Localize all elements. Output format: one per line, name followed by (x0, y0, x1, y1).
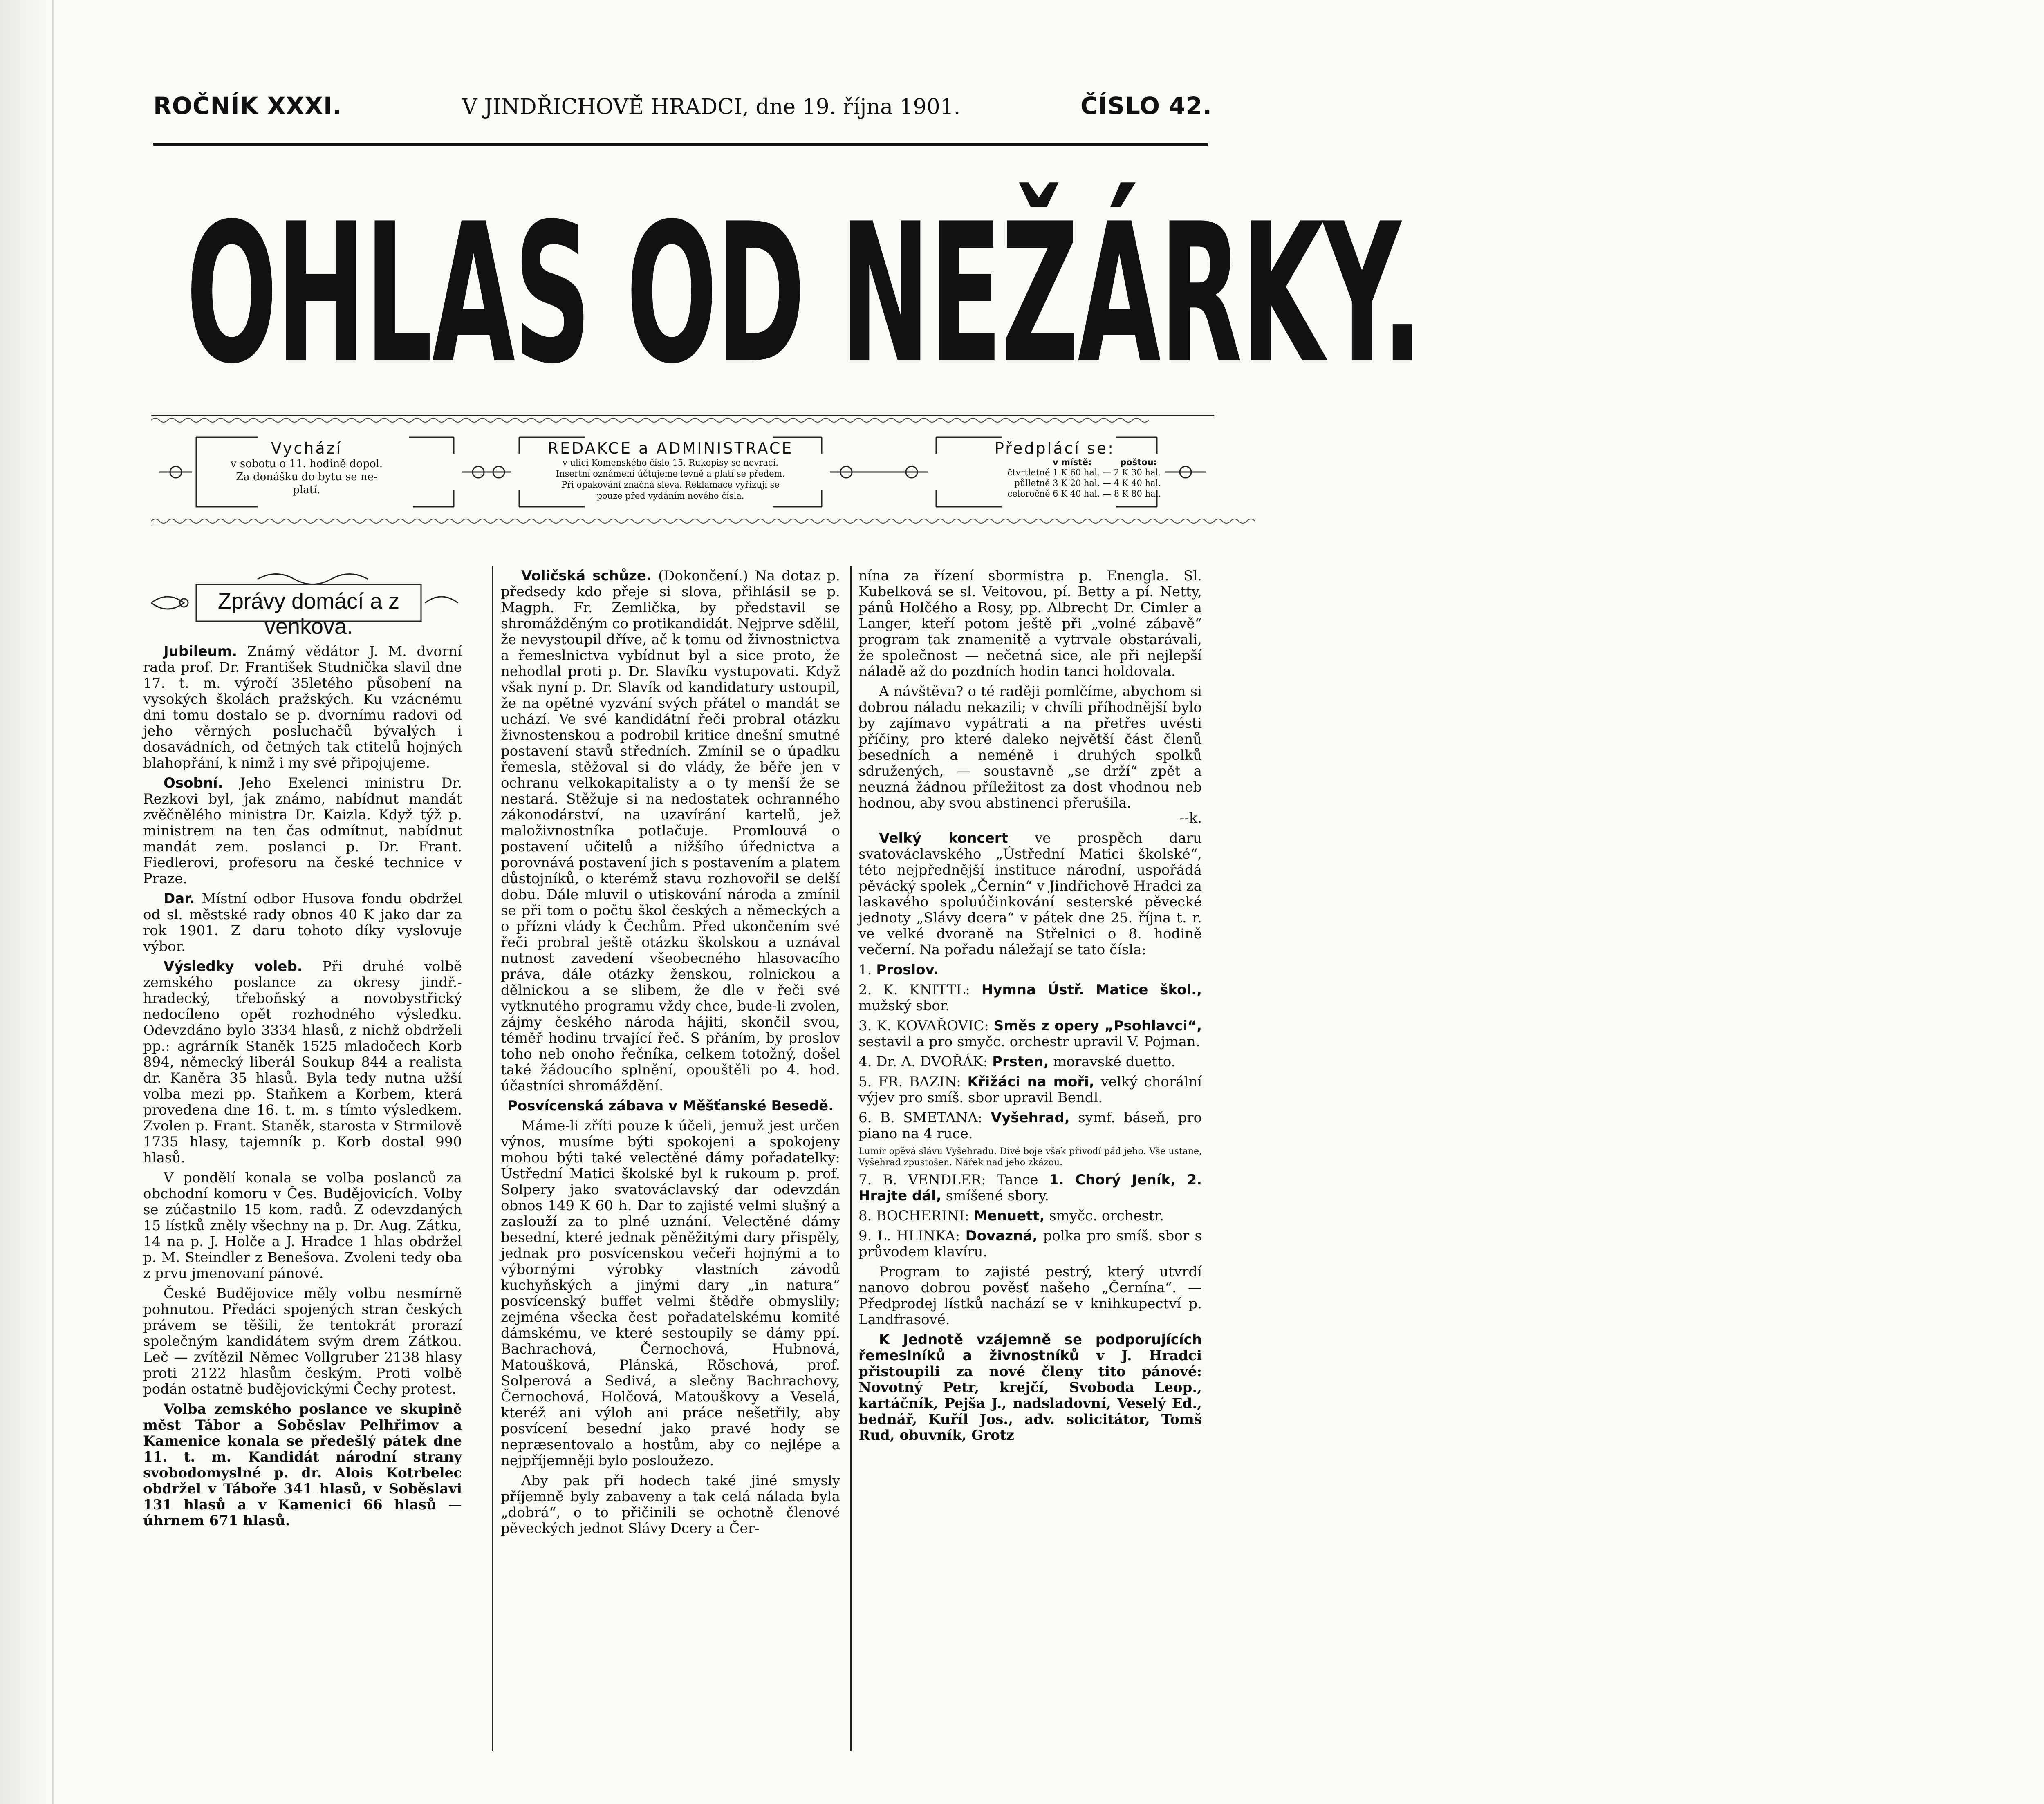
tabor-text: Volba zemského poslance ve skupině měst Tábor a Soběslav Pelhřimov a Kamenice konala se předešlý pátek dne 11. t. m. Kandidát národní strany svobodomyslné p. dr. Alois Kotrbelec obdržel v Táboře 341 hlasů, v Soběslavi 131 hlasů a v Kamenici 66 hlasů — úhrnem 671 hlasů. (143, 1401, 462, 1529)
koncert-lead: Velký koncert (879, 830, 1008, 846)
volume-label: ROČNÍK XXXI. (153, 92, 342, 120)
volicska-text: (Dokončení.) Na dotaz p. předsedy kdo přeje si slova, přihlásil se p. Magph. Fr. Zemlička, by představil se shromážděným co protikandidát. Nejprve sdělil, že nevystoupil dříve, ač k tomu od živnostnictva a řemeslnictva vybídnut byl a sice proto, že nehodlal proti p. Dr. Slavíku vystupovati. Když však nyní p. Dr. Slavík od kandidatury ustoupil, že na opětné vyzvání svých přátel o mandát se uchází. Ve své kandidátní řeči probral otázku živnostenskou a podrobil kritice dnešní smutné postavení stavů středních. Zmínil se o úpadku řemesla, stěžoval si do vlády, že běře jen v ochranu velkokapitalisty a o ty menší že se nestará. Stěžuje si na nedostatek ochranného zákonodárství, na uzavírání kartelů, jež maloživnostníka potlačuje. Promlouvá o postavení učitelů a nižšího úřednictva a porovnává postavení jich s postavením a platem důstojníků, o kterémž stavu rozhovořil se delší dobu. Dále mluvil o utiskování národa a zmínil se při tom o počtu škol českých a německých a o přízni vlády k Čechům. Před ukončením své řeči probral ještě otázku školskou a uznával nutnost zavedení všeobecného hlasovacího práva, dále otázky ženskou, rolnickou a dělnickou a se slibem, že dle v řeči své vytknutého programu vždy chce, bude-li zvolen, zájmy českého národa hájiti, skončil svou, téměř hodinu trvající řeč. S přáním, by proslov toho neb onoho řečníka, celkem totožný, došel také žádoucího splnění, opouštěli po 4. hod. účastníci shromáždění. (501, 568, 840, 1094)
jubileum-lead: Jubileum. (164, 643, 238, 660)
info-box-subscription (944, 439, 1165, 499)
jednota-text: v J. Hradci přistoupili za nové členy tito pánové: Novotný Petr, krejčí, Svoboda Leop., kartáčník, Pejša J., nadsladovní, Veselý Ed., bednář, Kuříl Jos., adv. solicitátor, Tomš Rud, obuvník, Grotz (858, 1347, 1202, 1444)
concert-program (858, 962, 1202, 1260)
subscription-row-2: půlletně 3 K 20 hal. — 4 K 40 hal. (1014, 478, 1161, 488)
posvicenska-text: Máme-li zříti pouze k účeli, jemuž jest určen výnos, musíme býti spokojeni a spokojeny mohou býti také velectěné dámy pořadatelky: Ústřední Matici školské byl k rukoum p. prof. Solpery jako svatováclavský dar odevzdán obnos 149 K 60 h. Dar to zajisté velmi slušný a zaslouží za to plné uznání. Velectěné dámy besední, které jednak pěněžitými dary přispěly, jednak pro posvícenskou večeři hojnými a to výbornými výrobky vlastních závodů kuchyňských a jinými dary „in natura“ posvícenský buffet velmi štědře obmyslily; zejména všecka čest pořadatelskému komité dámskému, ve které sestoupily se dámy ppí. Bachrachová, Černochová, Hubnová, Matoušková, Plánská, Röschová, prof. Solperová a Sedivá, a slečny Bachrachovy, Černochová, Holčová, Matouškovy a Veselá, kteréž ani výloh ani práce nešetřily, aby posvícení besední jako pravé hody se nepræsentovalo a hostům, aby co nejlépe a nejpříjemněji bylo posloužezo. (501, 1118, 840, 1469)
concert-cont-text: nína za řízení sbormistra p. Enengla. Sl. Kubelková se sl. Veitovou, pí. Betty a pí. Netty, pánů Holčého a Rosy, pp. Albrecht Dr. Cimler a Langer, kteří potom ještě při „volné zábavě“ program tak znamenitě a vytrvale obstarávali, že společnost — nečetná sice, ale při nejlepší náladě až do pozdních hodin tanci holdovala. (858, 568, 1202, 680)
editorial-heading: REDAKCE a ADMINISTRACE (547, 439, 793, 457)
subscription-row-1: čtvrtletně 1 K 60 hal. — 2 K 30 hal. (1007, 468, 1161, 477)
posvicenska-text-2: Aby pak při hodech také jiné smysly příjemně byly zabaveny a tak celá nálada byla „dobrá“, o to přičinili se ochotně členové pěveckých jednot Slávy Dcery a Čer- (501, 1473, 840, 1537)
ornamental-rule-top (151, 413, 1214, 425)
program-item-5: 5. FR. BAZIN: Křižáci na moři, velký chorální výjev pro smíš. sbor upravil Bendl. (858, 1074, 1202, 1106)
column-3 (858, 568, 1202, 1448)
subscription-post: poštou: (1120, 457, 1157, 467)
ornamental-rule-bottom (151, 517, 1214, 529)
program-item-7: 7. B. VENDLER: Tance 1. Chorý Jeník, 2. Hrajte dál, smíšené sbory. (858, 1172, 1202, 1204)
page-fold-shadow (0, 0, 49, 1804)
jubileum-text: Známý vědátor J. M. dvorní rada prof. Dr. František Studnička slavil dne 17. t. m. výročí 35letého působení na vysokých školách pražských. Ku vzácnému dni tomu dostalo se p. dvornímu radovi od jeho věrných posluchačů bývalých i dosavádních, od četných tak ctitelů hojných blahopřání, k nimž i my své připojujeme. (143, 643, 462, 771)
vysledky-lead: Výsledky voleb. (164, 958, 303, 975)
vysehrad-note: Lumír opěvá slávu Vyšehradu. Divé boje však přivodí pád jeho. Vše ustane, Vyšehrad zpustošen. Nářek nad jeho zkázou. (858, 1146, 1202, 1168)
publication-line-1: v sobotu o 11. hodině dopol. (230, 458, 383, 470)
publication-line-2: Za donášku do bytu se ne- (236, 471, 377, 483)
column-divider-2 (850, 566, 852, 1751)
komora-text: V pondělí konala se volba poslanců za obchodní komoru v Čes. Budějovicích. Volby se zúčastnilo 15 kom. radů. Z odevzdaných 15 lístků zněly všechny na p. Dr. Aug. Zátku, 14 na p. J. Holče a J. Hradce 1 hlas obdržel p. M. Steindler z Benešova. Zvoleni tedy oba z prvu jmenovaní pánové. (143, 1170, 462, 1282)
program-item-3: 3. K. KOVAŘOVIC: Směs z opery „Psohlavci“, sestavil a pro smyčc. orchestr upravil V. Pojman. (858, 1018, 1202, 1050)
publication-line-3: platí. (293, 484, 320, 496)
column-divider-1 (492, 566, 493, 1751)
program-item-9: 9. L. HLINKA: Dovazná, polka pro smíš. sbor s průvodem klavíru. (858, 1228, 1202, 1260)
dar-text: Místní odbor Husova fondu obdržel od sl. městské rady obnos 40 K jako dar za rok 1901. Z daru tohoto díky vyslovuje výbor. (143, 891, 462, 955)
posvicenska-heading: Posvícenská zábava v Měšťanské Besedě. (507, 1098, 834, 1114)
subscription-local: v místě: (1052, 457, 1092, 467)
koncert-text: ve prospěch daru svatováclavského „Ústřední Matici školské“, této nejpřednější instituce národní, uspořádá pěvácký spolek „Černín“ v Jindřichově Hradci za laskavého spoluúčinkování sesterské pěvecké jednoty „Slávy dcera“ v pátek dne 25. října t. r. ve velké dvoraně na Střelnici o 8. hodině večerní. Na pořadu náležají se tato čísla: (858, 830, 1202, 958)
budejovice-text: České Budějovice měly volbu nesmírně pohnutou. Předáci spojených stran českých právem se těšili, že tentokrát prorazí společným kandidátem svým drem Zátkou. Leč — zvítězil Němec Vollgruber 2138 hlasy proti 2122 hlasům českým. Proti volbě podán ostatně budějovickými Čechy protest. (143, 1285, 462, 1397)
navsteva-signature: --k. (1179, 810, 1202, 826)
editorial-line-2: Insertní oznámení účtujeme levně a platí se předem. (556, 469, 785, 479)
osobni-lead: Osobní. (164, 775, 223, 791)
publication-heading: Vychází (271, 439, 343, 457)
place-date: V JINDŘICHOVĚ HRADCI, dne 19. října 1901. (462, 95, 961, 119)
editorial-line-1: v ulici Komenského číslo 15. Rukopisy se nevrací. (562, 458, 778, 468)
subscription-heading: Předplácí se: (994, 439, 1115, 457)
program-item-6: 6. B. SMETANA: Vyšehrad, symf. báseň, pro piano na 4 ruce. (858, 1110, 1202, 1142)
section-title: Zprávy domácí a z venkova. (217, 589, 400, 639)
info-box-publication (200, 439, 413, 497)
subscription-columns (944, 457, 1165, 467)
program-item-8: 8. BOCHERINI: Menuett, smyčc. orchestr. (858, 1208, 1164, 1224)
jednota-lead: K Jednotě vzájemně se podporujících řemeslníků a živnostníků (858, 1332, 1202, 1364)
page-fold-line (52, 0, 54, 1804)
volicska-lead: Voličská schůze. (521, 568, 652, 584)
header-rule (153, 143, 1208, 146)
info-box-editorial (527, 439, 814, 501)
program-item-2: 2. K. KNITTL: Hymna Ústř. Matice škol., mužský sbor. (858, 982, 1202, 1014)
newspaper-title: OHLAS OD NEŽÁRKY. (186, 182, 1421, 406)
navsteva-text: A návštěva? o té raději pomlčíme, abychom si dobrou náladu nekazili; v chvíli příhodnější bylo by zajímavo vypátrati a na přetřes uvésti příčiny, pro které daleko největší část členů besedních a neméně i druhých spolků sdružených, — soustavně „se drží“ zpět a neuzná žádnou příležitost za dost vhodnou neb hodnou, aby svou abstinenci přerušila. (858, 683, 1202, 811)
dar-lead: Dar. (164, 891, 195, 907)
section-header (135, 570, 458, 639)
issue-number: ČÍSLO 42. (1080, 92, 1212, 120)
program-item-1: 1. Proslov. (858, 962, 939, 978)
issue-header (153, 92, 1212, 120)
vysledky-text: Při druhé volbě zemského poslance za okresy jindř.-hradecký, třeboňský a novobystřický nedocíleno opět rozhodného výsledku. Odevzdáno bylo 3334 hlasů, z nichž obdrželi pp.: agrárník Staněk 1525 mladočech Korb 894, německý liberál Soukup 844 a realista dr. Kaněra 35 hlasů. Byla tedy nutna užší volba mezi pp. Staňkem a Korbem, která provedena dne 16. t. m. s tímto výsledkem. Zvolen p. Frant. Staněk, starosta v Strmilově 1735 hlasy, tajemník p. Korb dostal 990 hlasů. (143, 958, 462, 1166)
masthead (186, 182, 1421, 425)
osobni-text: Jeho Exelenci ministru Dr. Rezkovi byl, jak známo, nabídnut mandát zvěčnělého ministra Dr. Kaizla. Když týž p. ministrem na ten čas odmítnut, nabídnut mandát zem. poslanci p. Dr. Frant. Fiedlerovi, profesoru na české technice v Praze. (143, 775, 462, 887)
editorial-line-4: pouze před vydáním nového čísla. (596, 491, 744, 501)
program-summary: Program to zajisté pestrý, který utvrdí nanovo dobrou pověsť našeho „Černína“. — Předprodej lístků nachází se v knihkupectví p. Landfrasové. (858, 1264, 1202, 1328)
column-2 (501, 568, 840, 1541)
column-1 (143, 644, 462, 1533)
program-item-4: 4. Dr. A. DVOŘÁK: Prsten, moravské duetto. (858, 1054, 1176, 1070)
subscription-row-3: celoročně 6 K 40 hal. — 8 K 80 hal. (1007, 489, 1161, 499)
editorial-line-3: Při opakování značná sleva. Reklamace vyřizují se (561, 480, 780, 490)
